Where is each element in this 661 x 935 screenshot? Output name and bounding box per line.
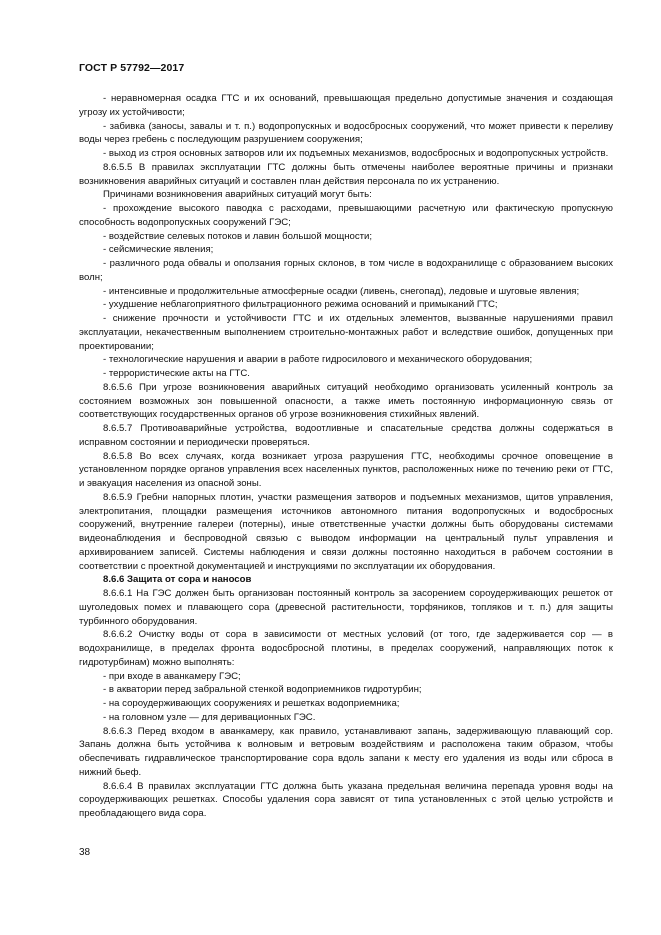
list-item: - снижение прочности и устойчивости ГТС и их отдельных элементов, вызванные нарушениями правил эксплуатации, некачественным выполнением строительно-монтажных работ и вследствие ошибок, допущенных при проектировании; (79, 313, 613, 352)
list-item: - различного рода обвалы и оползания горных склонов, в том числе в водохранилище с образованием высоких волн; (79, 258, 613, 283)
clause-8-6-6-3: 8.6.6.3 Перед входом в аванкамеру, как правило, устанавливают запань, задерживающую плавающий сор. Запань должна быть устойчива к волновым и ветровым воздействиям и расположена таким образом, чтобы обеспечивать гидравлическое транспортирование сора вдоль запани к месту его удаления из воды или сброса в нижний бьеф. (79, 725, 613, 778)
clause-8-6-5-8: 8.6.5.8 Во всех случаях, когда возникает угроза разрушения ГТС, необходимы срочное оповещение в установленном порядке органов управления всех населенных пунктов, расположенных ниже по течению реки от ГТС, и эвакуация населения из опасной зоны. (79, 450, 613, 489)
list-item: - воздействие селевых потоков и лавин большой мощности; (103, 230, 373, 242)
clause-8-6-6-4: 8.6.6.4 В правилах эксплуатации ГТС должна быть указана предельная величина перепада уровня воды на сороудерживающих решетках. Способы удаления сора зависят от типа установленных с этой целью устройств и преобладающего вида сора. (79, 780, 613, 819)
section-heading: 8.6.6 Защита от сора и наносов (103, 574, 252, 586)
list-item: - забивка (заносы, завалы и т. п.) водопропускных и водосбросных сооружений, что может привести к переливу воды через гребень с последующим разрушением сооружения; (79, 120, 613, 146)
list-item: - на сороудерживающих сооружениях и решетках водоприемника; (103, 698, 400, 709)
list-item: - технологические нарушения и аварии в работе гидросилового и механического оборудования; (103, 354, 533, 366)
page-number: 38 (79, 847, 91, 858)
standard-designation: ГОСТ Р 57792—2017 (79, 62, 185, 74)
page-body (79, 92, 613, 821)
clause-8-6-5-7: 8.6.5.7 Противоаварийные устройства, водоотливные и спасательные средства должны содержаться в исправном состоянии и периодически проверяться. (79, 423, 613, 448)
list-item: - сейсмические явления; (103, 244, 214, 256)
clause-8-6-6-1: 8.6.6.1 На ГЭС должен быть организован постоянный контроль за засорением сороудерживающих решеток от шуголедовых помех и плавающего сора (древесной растительности, торфяников, топляков и т. п.) для защиты турбинного оборудования. (79, 588, 613, 627)
list-item: - интенсивные и продолжительные атмосферные осадки (ливень, снегопад), ледовые и шуговые явления; (103, 285, 580, 297)
list-item: - ухудшение неблагоприятного фильтрационного режима оснований и примыканий ГТС; (103, 299, 498, 311)
list-item: - выход из строя основных затворов или их подъемных механизмов, водосбросных и водопропускных устройств. (103, 148, 609, 159)
list-item: - в акватории перед забральной стенкой водоприемников гидротурбин; (103, 684, 422, 696)
list-item: - прохождение высокого паводка с расходами, превышающими расчетную или фактическую пропускную способность водопропускных сооружений ГЭС; (79, 203, 613, 228)
clause-8-6-6-2: 8.6.6.2 Очистку воды от сора в зависимости от местных условий (от того, где задерживается сор — в водохранилище, в пределах фронта водосбросной плотины, в пределах сооружений, направляющих поток к гидротурбинам) можно выполнять: (79, 629, 613, 668)
clause-8-6-5-6: 8.6.5.6 При угрозе возникновения аварийных ситуаций необходимо организовать усиленный контроль за состоянием возможных зон повышенной опасности, а также иметь постоянную информационную связь от соответствующих государственных органов об угрозе возникновения стихийных явлений. (79, 381, 613, 421)
clause-8-6-5-5: 8.6.5.5 В правилах эксплуатации ГТС должны быть отмечены наиболее вероятные причины и признаки возникновения аварийных ситуаций и составлен план действия персонала по их устранению. (79, 161, 613, 187)
causes-intro: Причинами возникновения аварийных ситуаций могут быть: (103, 189, 372, 201)
list-item: - неравномерная осадка ГТС и их оснований, превышающая предельно допустимые значения и создающая угрозу их устойчивости; (79, 93, 613, 118)
list-item: - террористические акты на ГТС. (103, 368, 250, 379)
clause-8-6-5-9: 8.6.5.9 Гребни напорных плотин, участки размещения затворов и подъемных механизмов, щитов управления, электропитания, площадки размещения источников автономного питания водопропускных и водосбросных сооружений, внутренние галереи (потерны), иные ответственные участки должны быть оборудованы системами видеонаблюдения и беспроводной связью с выводом информации на центральный пульт управления и архивированием записей. Системы наблюдения и связи должны постоянно находиться в рабочем состоянии в соответствии с проектной документацией и инструкциями по эксплуатации их оборудования. (79, 491, 613, 572)
list-item: - при входе в аванкамеру ГЭС; (103, 670, 241, 682)
list-item: - на головном узле — для деривационных ГЭС. (103, 711, 316, 723)
